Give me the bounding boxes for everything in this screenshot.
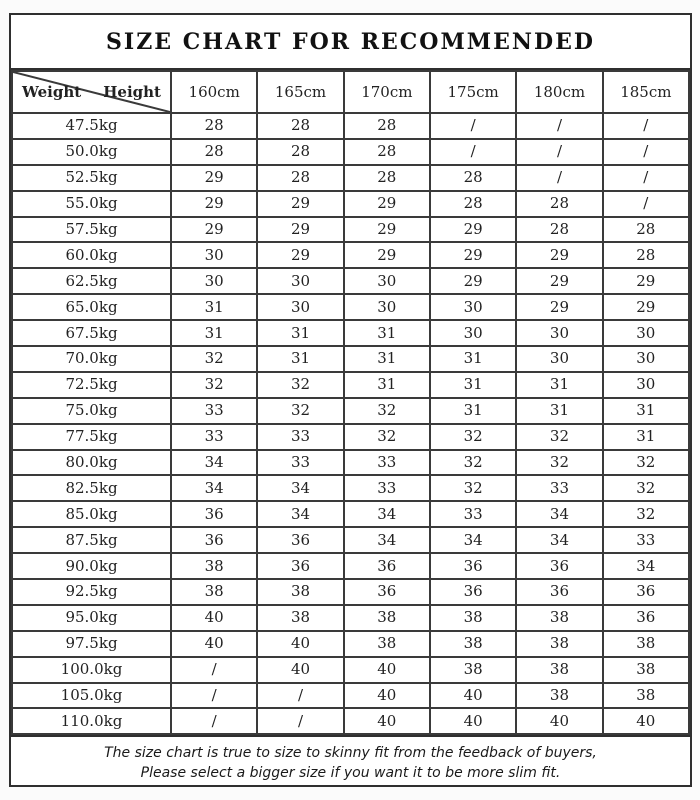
size-value-cell: 36 [257, 527, 343, 553]
size-value-cell: 34 [516, 527, 602, 553]
size-value-cell: 28 [344, 165, 430, 191]
size-value-cell: / [171, 708, 257, 734]
size-value-cell: 38 [344, 605, 430, 631]
size-value-cell: 31 [257, 346, 343, 372]
size-value-cell: 32 [344, 424, 430, 450]
weight-cell: 57.5kg [12, 217, 171, 243]
size-value-cell: 29 [344, 242, 430, 268]
size-value-cell: 30 [603, 320, 689, 346]
size-value-cell: 36 [603, 579, 689, 605]
weight-cell: 65.0kg [12, 294, 171, 320]
size-value-cell: 34 [516, 501, 602, 527]
table-row [12, 527, 689, 553]
size-value-cell: 31 [171, 294, 257, 320]
table-row [12, 294, 689, 320]
weight-cell: 97.5kg [12, 631, 171, 657]
size-value-cell: 40 [344, 657, 430, 683]
size-value-cell: 33 [171, 424, 257, 450]
size-value-cell: / [171, 657, 257, 683]
size-value-cell: 33 [430, 501, 516, 527]
size-value-cell: 33 [344, 450, 430, 476]
weight-cell: 90.0kg [12, 553, 171, 579]
size-value-cell: 31 [171, 320, 257, 346]
size-value-cell: 32 [603, 475, 689, 501]
size-value-cell: 29 [603, 268, 689, 294]
size-value-cell: 36 [344, 553, 430, 579]
table-row [12, 191, 689, 217]
weight-cell: 87.5kg [12, 527, 171, 553]
size-value-cell: 32 [171, 346, 257, 372]
size-value-cell: 28 [430, 165, 516, 191]
size-table [11, 70, 690, 735]
weight-axis-label: Weight [22, 83, 82, 101]
size-value-cell: 31 [344, 346, 430, 372]
weight-cell: 50.0kg [12, 139, 171, 165]
size-value-cell: 36 [430, 579, 516, 605]
size-value-cell: 32 [603, 450, 689, 476]
table-row [12, 605, 689, 631]
size-value-cell: 38 [516, 657, 602, 683]
size-value-cell: 36 [603, 605, 689, 631]
weight-cell: 80.0kg [12, 450, 171, 476]
weight-cell: 67.5kg [12, 320, 171, 346]
weight-cell: 70.0kg [12, 346, 171, 372]
size-value-cell: 30 [516, 320, 602, 346]
size-value-cell: 30 [603, 346, 689, 372]
table-row [12, 450, 689, 476]
weight-cell: 95.0kg [12, 605, 171, 631]
size-value-cell: 31 [430, 346, 516, 372]
size-value-cell: 28 [171, 139, 257, 165]
size-value-cell: 38 [430, 631, 516, 657]
height-column-header: 165cm [257, 71, 343, 113]
size-value-cell: 33 [171, 398, 257, 424]
size-value-cell: / [430, 139, 516, 165]
table-row [12, 320, 689, 346]
size-value-cell: 29 [257, 242, 343, 268]
size-value-cell: 34 [257, 475, 343, 501]
size-value-cell: / [603, 165, 689, 191]
height-column-header: 175cm [430, 71, 516, 113]
size-value-cell: 29 [171, 165, 257, 191]
size-value-cell: 40 [344, 683, 430, 709]
size-value-cell: / [257, 683, 343, 709]
size-value-cell: 32 [257, 398, 343, 424]
table-row [12, 242, 689, 268]
size-value-cell: 32 [516, 450, 602, 476]
size-value-cell: 34 [257, 501, 343, 527]
table-row [12, 501, 689, 527]
size-value-cell: 29 [257, 191, 343, 217]
size-value-cell: 32 [430, 450, 516, 476]
size-value-cell: 30 [344, 268, 430, 294]
size-value-cell: 38 [344, 631, 430, 657]
height-column-header: 160cm [171, 71, 257, 113]
height-column-header: 170cm [344, 71, 430, 113]
size-value-cell: 29 [171, 191, 257, 217]
table-row [12, 657, 689, 683]
size-value-cell: 30 [344, 294, 430, 320]
size-value-cell: 36 [171, 527, 257, 553]
size-value-cell: 38 [603, 683, 689, 709]
size-value-cell: 30 [430, 320, 516, 346]
size-value-cell: 31 [603, 424, 689, 450]
size-value-cell: 36 [430, 553, 516, 579]
size-value-cell: 29 [516, 268, 602, 294]
size-value-cell: 34 [171, 450, 257, 476]
size-value-cell: 29 [516, 294, 602, 320]
size-value-cell: / [171, 683, 257, 709]
size-value-cell: 34 [344, 501, 430, 527]
size-value-cell: 28 [344, 113, 430, 139]
size-value-cell: 32 [430, 475, 516, 501]
size-value-cell: 28 [257, 139, 343, 165]
table-row [12, 372, 689, 398]
size-value-cell: 31 [344, 320, 430, 346]
size-value-cell: 34 [430, 527, 516, 553]
size-value-cell: 40 [257, 631, 343, 657]
weight-cell: 110.0kg [12, 708, 171, 734]
size-value-cell: 38 [516, 605, 602, 631]
size-value-cell: 36 [257, 553, 343, 579]
size-value-cell: 29 [430, 242, 516, 268]
size-value-cell: 40 [171, 631, 257, 657]
size-value-cell: 32 [171, 372, 257, 398]
height-axis-label: Height [103, 83, 161, 101]
size-value-cell: 31 [516, 372, 602, 398]
table-row [12, 268, 689, 294]
size-value-cell: 40 [344, 708, 430, 734]
size-value-cell: / [257, 708, 343, 734]
header-row [12, 71, 689, 113]
size-value-cell: 28 [516, 191, 602, 217]
size-value-cell: 38 [430, 657, 516, 683]
weight-cell: 105.0kg [12, 683, 171, 709]
size-value-cell: 28 [430, 191, 516, 217]
size-value-cell: 29 [430, 217, 516, 243]
size-value-cell: 31 [344, 372, 430, 398]
size-value-cell: / [516, 113, 602, 139]
size-value-cell: 28 [516, 217, 602, 243]
size-value-cell: / [430, 113, 516, 139]
size-value-cell: 29 [257, 217, 343, 243]
size-value-cell: 40 [171, 605, 257, 631]
weight-cell: 75.0kg [12, 398, 171, 424]
size-value-cell: 30 [516, 346, 602, 372]
size-value-cell: 31 [257, 320, 343, 346]
size-value-cell: 32 [257, 372, 343, 398]
size-value-cell: 40 [516, 708, 602, 734]
table-row [12, 553, 689, 579]
weight-cell: 92.5kg [12, 579, 171, 605]
size-value-cell: 32 [430, 424, 516, 450]
size-value-cell: / [516, 139, 602, 165]
size-value-cell: 30 [603, 372, 689, 398]
size-value-cell: 33 [603, 527, 689, 553]
weight-cell: 47.5kg [12, 113, 171, 139]
size-value-cell: 38 [516, 631, 602, 657]
footer-note-line-2: Please select a bigger size if you want it to be more slim fit. [140, 765, 561, 782]
weight-cell: 60.0kg [12, 242, 171, 268]
size-value-cell: 38 [430, 605, 516, 631]
size-value-cell: 32 [516, 424, 602, 450]
weight-cell: 85.0kg [12, 501, 171, 527]
size-value-cell: / [603, 113, 689, 139]
size-value-cell: 31 [430, 372, 516, 398]
size-value-cell: 38 [603, 631, 689, 657]
size-value-cell: 28 [257, 165, 343, 191]
table-row [12, 708, 689, 734]
size-value-cell: 29 [171, 217, 257, 243]
size-value-cell: 28 [603, 242, 689, 268]
weight-cell: 52.5kg [12, 165, 171, 191]
weight-cell: 62.5kg [12, 268, 171, 294]
corner-labels [19, 72, 164, 112]
height-column-header: 180cm [516, 71, 602, 113]
table-row [12, 631, 689, 657]
height-column-header: 185cm [603, 71, 689, 113]
size-value-cell: 28 [344, 139, 430, 165]
size-value-cell: 34 [603, 553, 689, 579]
table-row [12, 579, 689, 605]
size-value-cell: 40 [257, 657, 343, 683]
size-value-cell: 36 [344, 579, 430, 605]
footer-note [11, 735, 690, 788]
size-value-cell: 34 [344, 527, 430, 553]
size-value-cell: 30 [257, 268, 343, 294]
size-value-cell: 34 [171, 475, 257, 501]
size-value-cell: 38 [171, 579, 257, 605]
size-value-cell: 32 [603, 501, 689, 527]
size-value-cell: 33 [344, 475, 430, 501]
corner-cell [12, 71, 171, 113]
size-value-cell: 28 [257, 113, 343, 139]
size-value-cell: 40 [430, 683, 516, 709]
size-value-cell: 36 [516, 579, 602, 605]
size-value-cell: 38 [171, 553, 257, 579]
size-value-cell: 29 [430, 268, 516, 294]
size-value-cell: 33 [516, 475, 602, 501]
size-value-cell: 29 [344, 217, 430, 243]
size-chart-sheet [9, 13, 692, 787]
table-row [12, 346, 689, 372]
size-value-cell: / [603, 191, 689, 217]
weight-cell: 72.5kg [12, 372, 171, 398]
size-value-cell: 30 [171, 268, 257, 294]
weight-cell: 55.0kg [12, 191, 171, 217]
size-value-cell: 28 [171, 113, 257, 139]
size-value-cell: / [603, 139, 689, 165]
size-value-cell: 31 [603, 398, 689, 424]
size-value-cell: 32 [344, 398, 430, 424]
size-value-cell: 33 [257, 450, 343, 476]
size-value-cell: 29 [603, 294, 689, 320]
footer-note-line-1: The size chart is true to size to skinny fit from the feedback of buyers, [104, 744, 597, 761]
size-value-cell: 31 [516, 398, 602, 424]
table-row [12, 113, 689, 139]
size-value-cell: 31 [430, 398, 516, 424]
size-value-cell: 30 [171, 242, 257, 268]
size-value-cell: 36 [171, 501, 257, 527]
table-row [12, 683, 689, 709]
size-value-cell: 29 [516, 242, 602, 268]
weight-cell: 100.0kg [12, 657, 171, 683]
size-value-cell: / [516, 165, 602, 191]
size-value-cell: 38 [257, 605, 343, 631]
size-value-cell: 38 [257, 579, 343, 605]
size-value-cell: 38 [603, 657, 689, 683]
table-row [12, 475, 689, 501]
size-value-cell: 33 [257, 424, 343, 450]
weight-cell: 77.5kg [12, 424, 171, 450]
size-value-cell: 30 [257, 294, 343, 320]
size-value-cell: 40 [603, 708, 689, 734]
size-value-cell: 28 [603, 217, 689, 243]
table-row [12, 165, 689, 191]
table-row [12, 398, 689, 424]
table-row [12, 217, 689, 243]
size-value-cell: 38 [516, 683, 602, 709]
size-value-cell: 30 [430, 294, 516, 320]
table-row [12, 139, 689, 165]
size-value-cell: 36 [516, 553, 602, 579]
table-row [12, 424, 689, 450]
size-value-cell: 40 [430, 708, 516, 734]
weight-cell: 82.5kg [12, 475, 171, 501]
chart-title: SIZE CHART FOR RECOMMENDED [11, 15, 690, 70]
table-body [12, 113, 689, 734]
size-value-cell: 29 [344, 191, 430, 217]
